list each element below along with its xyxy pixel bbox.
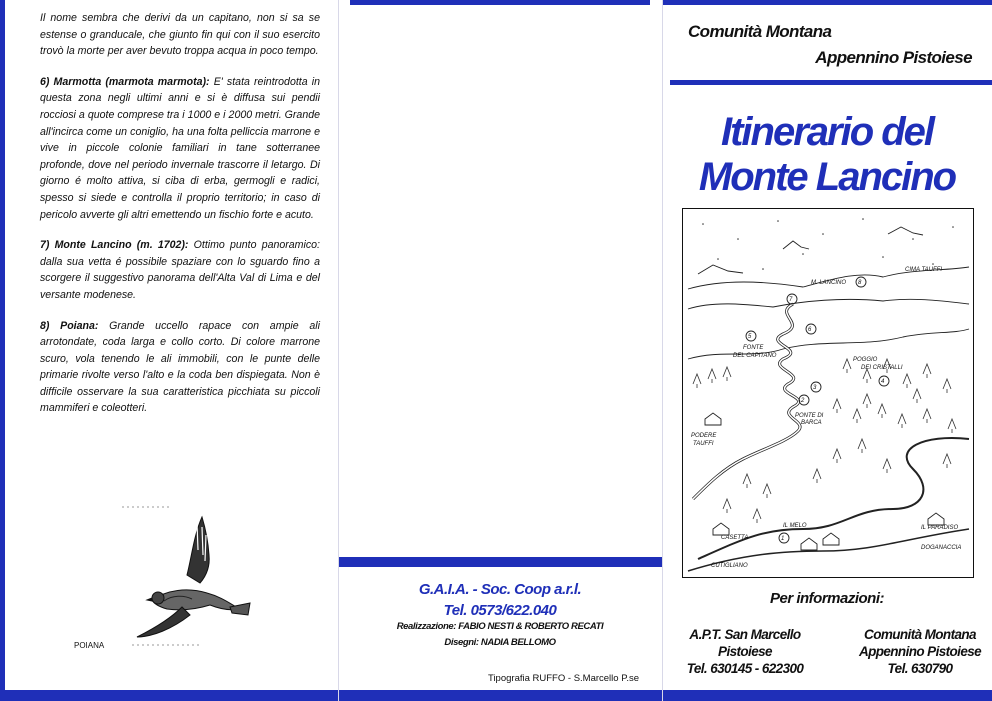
contact-comunita bbox=[850, 626, 990, 677]
map-num-5: 5 bbox=[748, 334, 752, 340]
contact-apt-place: Pistoiese bbox=[718, 644, 772, 659]
left-text-column bbox=[40, 10, 320, 431]
map-label-ponte-2: BARCA bbox=[801, 420, 822, 426]
item-8-text: Grande uccello rapace con ampie ali arrotondate, coda larga e collo corto. Di colore marrone scuro, vola tenendo le ali immobili, con le punte delle primarie rivolte verso l'alto e la coda ben dispiegata. Non è difficile osservare la sua caratteristica picchiata su piccoli mammiferi e coleotteri. bbox=[40, 319, 320, 415]
header-line-1: Comunità Montana bbox=[688, 22, 832, 41]
map-label-cima-tauffi: CIMA TAUFFI bbox=[905, 267, 942, 273]
org-phone: Tel. 0573/622.040 bbox=[443, 602, 557, 619]
map-label-cutigliano: CUTIGLIANO bbox=[711, 563, 748, 569]
item-8-title: 8) Poiana: bbox=[40, 319, 99, 332]
fold-line-2 bbox=[662, 0, 663, 701]
item-6-text: E' stata reintrodotta in questa zona negli ultimi anni e si è diffusa sui pendii rocciosi a quote comprese tra i 1000 e i 2000 metri. Grande all'incirca come un coniglio, ha una folta pelliccia marrone e vive in piccole colonie familiari in tane sotterranee profonde, dove nel periodo invernale trascorre il letargo. Di giorno é molto attiva, si ciba di erba, germogli e radici, spesso si siede e controlla il proprio territorio; in caso di pericolo avverte gli altri emettendo un fischio forte e acuto. bbox=[40, 75, 321, 221]
map-label-ponte-1: PONTE DI bbox=[795, 413, 824, 419]
credit-realizzazione: Realizzazione: FABIO NESTI & ROBERTO RECATI bbox=[396, 621, 604, 632]
printer-credit: Tipografia RUFFO - S.Marcello P.se bbox=[488, 673, 639, 684]
middle-bottom-bar bbox=[338, 690, 662, 701]
middle-panel bbox=[338, 0, 662, 701]
hawk-illustration bbox=[112, 505, 262, 650]
map-label-casetta: CASETTA bbox=[721, 535, 749, 541]
contact-apt-name: A.P.T. San Marcello bbox=[689, 627, 801, 642]
right-top-bar bbox=[662, 0, 992, 5]
map-label-fonte-1: FONTE bbox=[743, 345, 764, 351]
trail-map bbox=[682, 208, 974, 578]
item-6-title: 6) Marmotta (marmota marmota): bbox=[40, 75, 210, 88]
trail-map-drawing bbox=[683, 209, 972, 576]
credit-disegni: Disegni: NADIA BELLOMO bbox=[444, 637, 556, 648]
contact-comunita-name: Comunità Montana bbox=[864, 627, 976, 642]
map-num-6: 6 bbox=[808, 327, 812, 333]
item-8-paragraph bbox=[40, 318, 320, 418]
middle-top-bar bbox=[350, 0, 650, 5]
header-divider-bar bbox=[670, 80, 992, 85]
map-num-4: 4 bbox=[881, 379, 885, 385]
middle-divider-bar bbox=[338, 557, 662, 567]
left-panel bbox=[0, 0, 338, 701]
map-label-podere-2: TAUFFI bbox=[693, 441, 714, 447]
map-label-fonte-2: DEL CAPITANO bbox=[733, 353, 777, 359]
map-label-poggio-2: DEI CRISTALLI bbox=[861, 365, 903, 371]
contact-comunita-tel: Tel. 630790 bbox=[887, 661, 953, 676]
map-label-podere-1: PODERE bbox=[691, 433, 717, 439]
map-num-7: 7 bbox=[789, 297, 793, 303]
info-heading: Per informazioni: bbox=[769, 590, 884, 607]
map-label-il-paradiso: IL PARADISO bbox=[921, 525, 959, 531]
item-6-paragraph bbox=[40, 74, 320, 223]
item-7-paragraph bbox=[40, 237, 320, 303]
contact-apt bbox=[680, 626, 810, 677]
map-label-il-melo: IL MELO bbox=[783, 523, 807, 529]
map-label-m-lancino: M. LANCINO bbox=[811, 280, 847, 286]
map-num-1: 1 bbox=[781, 536, 785, 542]
map-num-8: 8 bbox=[858, 280, 862, 286]
left-edge-bar bbox=[0, 0, 5, 701]
item-7-title: 7) Monte Lancino (m. 1702): bbox=[40, 239, 189, 252]
org-name: G.A.I.A. - Soc. Coop a.r.l. bbox=[418, 581, 582, 598]
contact-apt-tel: Tel. 630145 - 622300 bbox=[686, 661, 804, 676]
fold-line-1 bbox=[338, 0, 339, 701]
hawk-caption: POIANA bbox=[74, 641, 105, 650]
map-label-doganaccia: DOGANACCIA bbox=[921, 545, 962, 551]
item-7-text: Ottimo punto panoramico: dalla sua vetta é possibile spaziare con lo sguardo fino a scorgere il suggestivo panorama dell'Alta Val di Lima e del versante modenese. bbox=[40, 239, 320, 301]
title-line-2: Monte Lancino bbox=[698, 155, 956, 199]
title-line-1: Itinerario del bbox=[720, 110, 934, 154]
right-panel bbox=[662, 0, 992, 701]
contact-comunita-place: Appennino Pistoiese bbox=[858, 644, 982, 659]
left-bottom-bar bbox=[0, 690, 338, 701]
right-bottom-bar bbox=[662, 690, 992, 701]
map-label-poggio-1: POGGIO bbox=[853, 357, 878, 363]
map-num-2: 2 bbox=[801, 398, 805, 404]
map-num-3: 3 bbox=[813, 385, 817, 391]
intro-paragraph: Il nome sembra che derivi da un capitano, non si sa se estense o granducale, che giunto fin qui con il suo esercito trovò la morte per aver bevuto troppa acqua in poco tempo. bbox=[40, 12, 320, 58]
header-line-2: Appennino Pistoiese bbox=[815, 48, 972, 67]
